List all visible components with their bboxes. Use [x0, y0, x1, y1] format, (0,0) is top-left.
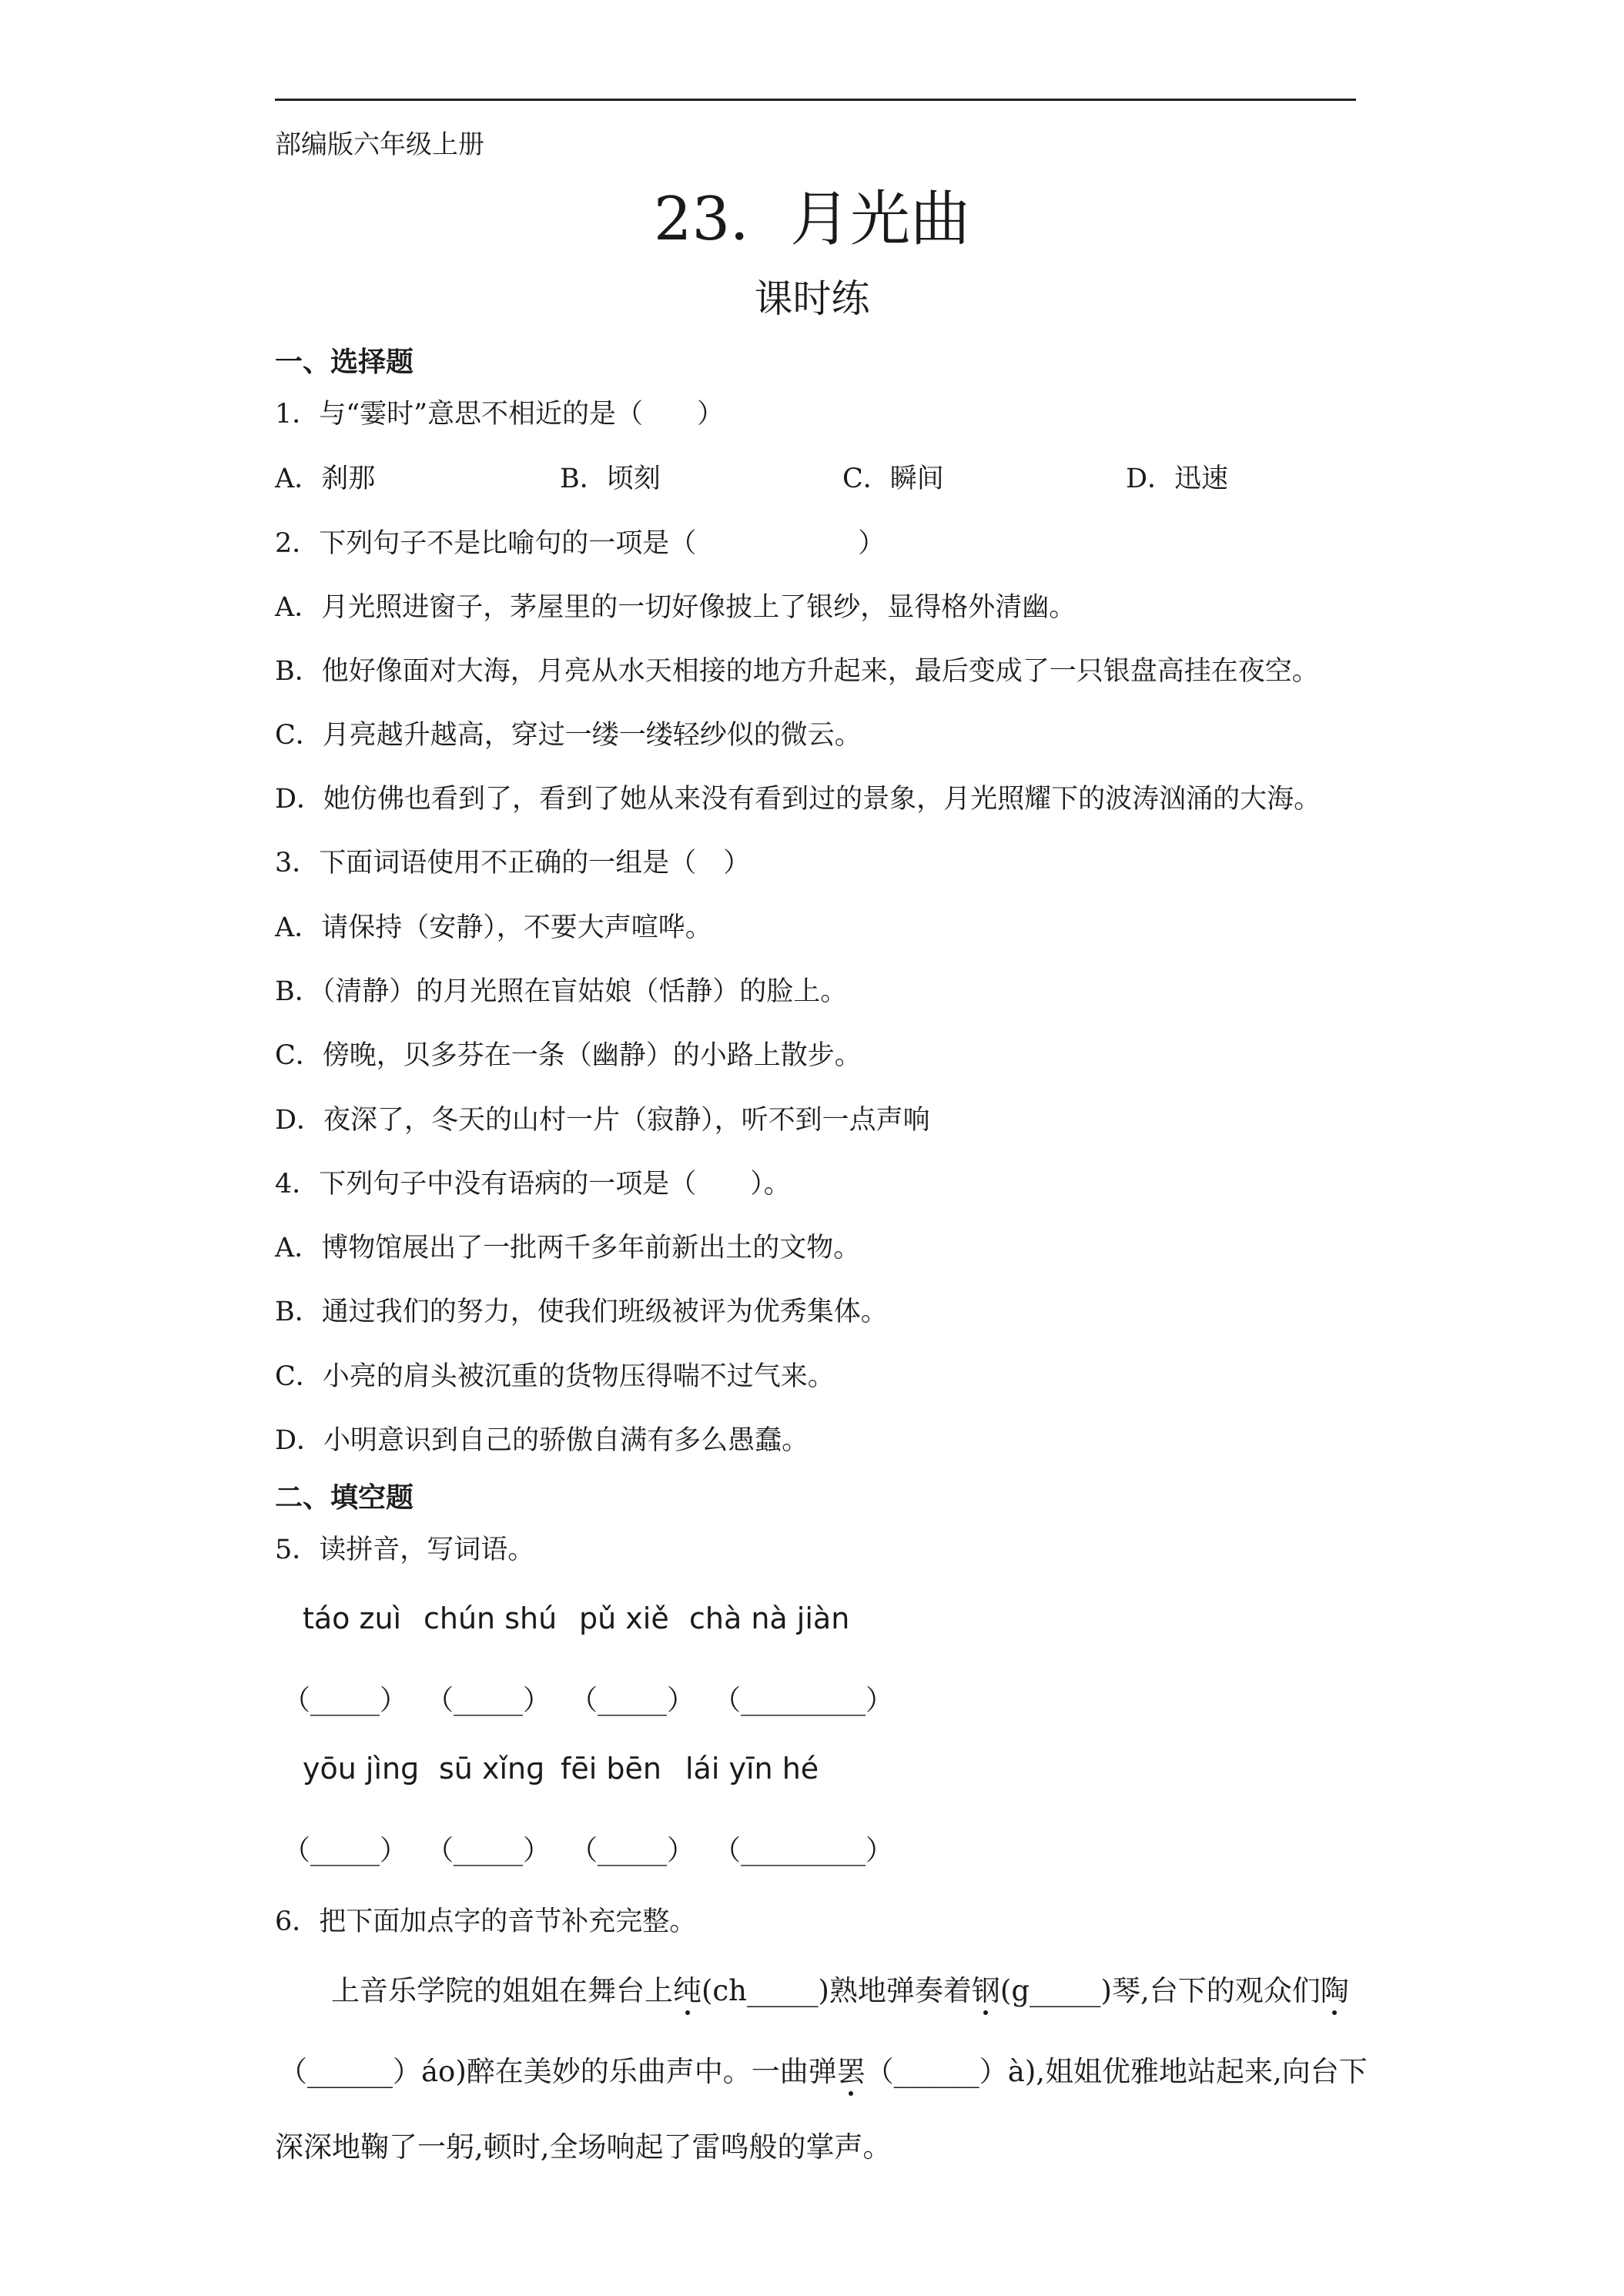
option: B．他好像面对大海，月亮从水天相接的地方升起来，最后变成了一只银盘高挂在夜空。: [275, 656, 1319, 687]
passage-text: (g_____)琴,台下的观众们: [1000, 1974, 1321, 2007]
answer-blank[interactable]: （_________）: [713, 1835, 894, 1866]
section-heading-fill: 二、填空题: [275, 1481, 414, 1514]
page-subtitle: 课时练: [754, 276, 870, 321]
pinyin-word: pǔ xiě: [579, 1602, 669, 1635]
dotted-character: 钢: [972, 1967, 1000, 2009]
option: C．瞬间: [842, 464, 944, 494]
passage-text: (ch_____)熟地弹奏着: [702, 1974, 972, 2007]
dotted-character: 纯: [673, 1967, 702, 2009]
option: A．博物馆展出了一批两千多年前新出土的文物。: [275, 1233, 861, 1263]
pinyin-word: chún shú: [424, 1602, 558, 1635]
option: A．刹那: [275, 464, 376, 494]
question-6-stem: 6．把下面加点字的音节补充完整。: [275, 1906, 697, 1937]
question-1-stem: 1．与“霎时”意思不相近的是（ ）: [275, 399, 725, 430]
option: D．小明意识到自己的骄傲自满有多么愚蠢。: [275, 1425, 809, 1456]
passage-text: （______）à),姐姐优雅地站起来,向台下: [865, 2055, 1368, 2088]
option: B．通过我们的努力，使我们班级被评为优秀集体。: [275, 1297, 888, 1327]
answer-blank[interactable]: （_________）: [713, 1685, 894, 1716]
pinyin-word: táo zuì: [303, 1602, 402, 1635]
option: C．傍晚，贝多芬在一条（幽静）的小路上散步。: [275, 1040, 862, 1071]
dotted-character: 陶: [1321, 1967, 1349, 2009]
answer-blank[interactable]: （_____）: [283, 1835, 408, 1866]
section-heading-choice: 一、选择题: [275, 346, 414, 378]
option: D．迅速: [1126, 464, 1229, 494]
option: D．她仿佛也看到了，看到了她从来没有看到过的景象，月光照耀下的波涛汹涌的大海。: [275, 784, 1321, 815]
pinyin-word: yōu jìnɡ: [303, 1752, 420, 1786]
option: B．顷刻: [560, 464, 661, 494]
answer-blank[interactable]: （_____）: [283, 1685, 408, 1716]
q6-passage-line-2: [279, 2048, 1368, 2090]
option: A．请保持（安静），不要大声喧哗。: [275, 912, 712, 943]
pinyin-word: chà nà jiàn: [689, 1602, 850, 1635]
option: B．（清静）的月光照在盲姑娘（恬静）的脸上。: [275, 976, 848, 1007]
answer-blank[interactable]: （_____）: [570, 1685, 695, 1716]
option: C．小亮的肩头被沉重的货物压得喘不过气来。: [275, 1361, 835, 1392]
answer-blank[interactable]: （_____）: [426, 1685, 551, 1716]
q6-passage-line-3: 深深地鞠了一躬,顿时,全场响起了雷鸣般的掌声。: [275, 2130, 892, 2164]
question-3-stem: 3．下面词语使用不正确的一组是（ ）: [275, 848, 751, 879]
question-2-stem: 2．下列句子不是比喻句的一项是（ ）: [275, 528, 886, 559]
series-label: 部编版六年级上册: [275, 129, 484, 160]
answer-blank[interactable]: （_____）: [570, 1835, 695, 1866]
option: C．月亮越升越高，穿过一缕一缕轻纱似的微云。: [275, 720, 862, 751]
option: A．月光照进窗子，茅屋里的一切好像披上了银纱，显得格外清幽。: [275, 592, 1077, 623]
passage-text: 上音乐学院的姐姐在舞台上: [331, 1974, 673, 2007]
header-rule: [275, 99, 1356, 101]
pinyin-word: lái yīn hé: [685, 1752, 819, 1786]
option: D．夜深了，冬天的山村一片（寂静），听不到一点声响: [275, 1105, 930, 1136]
answer-blank[interactable]: （_____）: [426, 1835, 551, 1866]
passage-text: （______）áo)醉在美妙的乐曲声中。一曲弹: [279, 2055, 837, 2088]
question-5-stem: 5．读拼音，写词语。: [275, 1535, 535, 1565]
question-4-stem: 4．下列句子中没有语病的一项是（ ）。: [275, 1169, 791, 1200]
page-title: 23．月光曲: [653, 185, 971, 254]
dotted-character: 罢: [837, 2048, 866, 2090]
pinyin-word: fēi bēn: [561, 1752, 661, 1786]
q6-passage-line-1: [331, 1967, 1412, 2009]
pinyin-word: sū xǐnɡ: [439, 1752, 545, 1786]
